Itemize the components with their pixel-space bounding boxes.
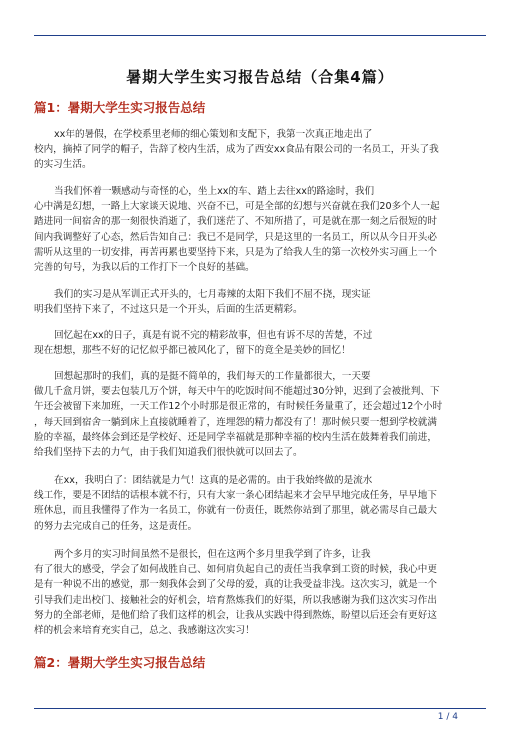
text-line: 是有一种说不出的感觉，那一刻我体会到了父母的爱，真的让我受益非浅。这次实习，就是一个 [34, 579, 437, 591]
text-line: 踏进同一间宿舍的那一刻很快消逝了，我们迷茫了、不知所措了，可是就在那一刻之后很短的时 [34, 216, 437, 228]
paragraph-3 [34, 287, 490, 317]
header-divider [34, 35, 486, 36]
text-line: 脸的幸福，最终体会到还是学校好、还是同学幸福就是那种幸福的校内生活在鼓舞着我们前进， [34, 431, 437, 443]
text-line: ，每天回到宿舍一躺到床上直接就睡着了，连埋怨的精力都没有了！那时候只要一想到学校就满 [34, 416, 437, 428]
text-line: 的实习生活。 [34, 159, 92, 171]
footer-divider [34, 708, 486, 709]
paragraph-4 [34, 328, 490, 358]
text-line: 努力的全部老师，是他们给了我们这样的机会，让我从实践中得到熬炼，盼望以后还会有更好这 [34, 609, 437, 621]
text-line: 间内我调整好了心态，然后告知自己：我已不是同学，只是这里的一名员工，所以从今日开头必 [34, 231, 437, 243]
paragraph-6 [34, 473, 490, 534]
text-line: 校内，摘掉了同学的帽子，告辞了校内生活，成为了西安xx食品有限公司的一名员工，开头了我 [34, 144, 439, 156]
text-line: 两个多月的实习时间虽然不是很长，但在这两个多月里我学到了许多，让我 [54, 549, 371, 560]
text-line: 样的机会来培育充实自己，总之、我感谢这次实习！ [34, 625, 255, 637]
paragraph-2 [34, 184, 490, 275]
text-line: 班休息，而且我懂得了作为一名员工，你就有一份责任，既然你站到了那里，就必需尽自己最大 [34, 505, 437, 517]
text-line: 心中满是幻想，一路上大家谈天说地、兴奋不已，可是全部的幻想与兴奋就在我们20多个人一起 [34, 201, 440, 213]
page-indicator: 1 / 4 [437, 712, 458, 722]
text-line: 线工作，要是不团结的话根本就不行，只有大家一条心团结起来才会早早地完成任务，早早地下 [34, 490, 437, 502]
section-heading-1: 篇1：暑期大学生实习报告总结 [34, 100, 206, 115]
text-line: 完善的句号，为我以后的工作打下一个良好的基础。 [34, 262, 255, 274]
document-title: 暑期大学生实习报告总结（合集4篇） [126, 68, 394, 86]
paragraph-5 [34, 369, 490, 460]
paragraph-7 [34, 547, 490, 638]
text-line: 回想起那时的我们，真的是挺不简单的，我们每天的工作量都很大，一天要 [54, 371, 371, 382]
paragraph-1 [34, 127, 490, 173]
text-line: 当我们怀着一颗感动与奇怪的心，坐上xx的车、踏上去往xx的路途时，我们 [54, 186, 375, 197]
section-heading-2: 篇2：暑期大学生实习报告总结 [34, 655, 206, 670]
text-line: xx年的暑假，在学校系里老师的细心策划和支配下，我第一次真正地走出了 [54, 129, 373, 140]
text-line: 午还会被留下来加班，一天工作12个小时那是很正常的，有时候任务量重了，还会超过12个小时 [34, 401, 443, 413]
text-line: 回忆起在xx的日子，真是有说不完的精彩故事，但也有诉不尽的苦楚，不过 [54, 330, 373, 341]
text-line: 明我们坚持下来了，不过这只是一个开头，后面的生活更精彩。 [34, 304, 303, 316]
text-line: 的努力去完成自己的任务，这是责任。 [34, 520, 198, 532]
text-line: 做几千盒月饼，要去包装几万个饼，每天中午的吃饭时间不能超过30分钟，迟到了会被批判、下 [34, 386, 440, 398]
text-line: 给我们坚持下去的力气，由于我们知道我们很快就可以回去了。 [34, 447, 303, 459]
text-line: 有了很大的感受，学会了如何战胜自己、如何肩负起自己的责任当我拿到工资的时候，我心中更 [34, 564, 437, 576]
text-line: 需听从这里的一切安排，再苦再累也要坚持下来，只是为了给我人生的第一次校外实习画上一个 [34, 246, 437, 258]
text-line: 现在想想，那些不好的记忆似乎都已被风化了，留下的竟全是美妙的回忆！ [34, 345, 351, 357]
text-line: 引导我们走出校门、接触社会的好机会，培育熬炼我们的好渠，所以我感谢为我们这次实习作出 [34, 594, 437, 606]
text-line: 在xx，我明白了：团结就是力气！这真的是必需的。由于我始终做的是流水 [54, 475, 373, 486]
text-line: 我们的实习是从军训正式开头的，七月毒辣的太阳下我们不屈不挠，现实证 [54, 289, 371, 300]
